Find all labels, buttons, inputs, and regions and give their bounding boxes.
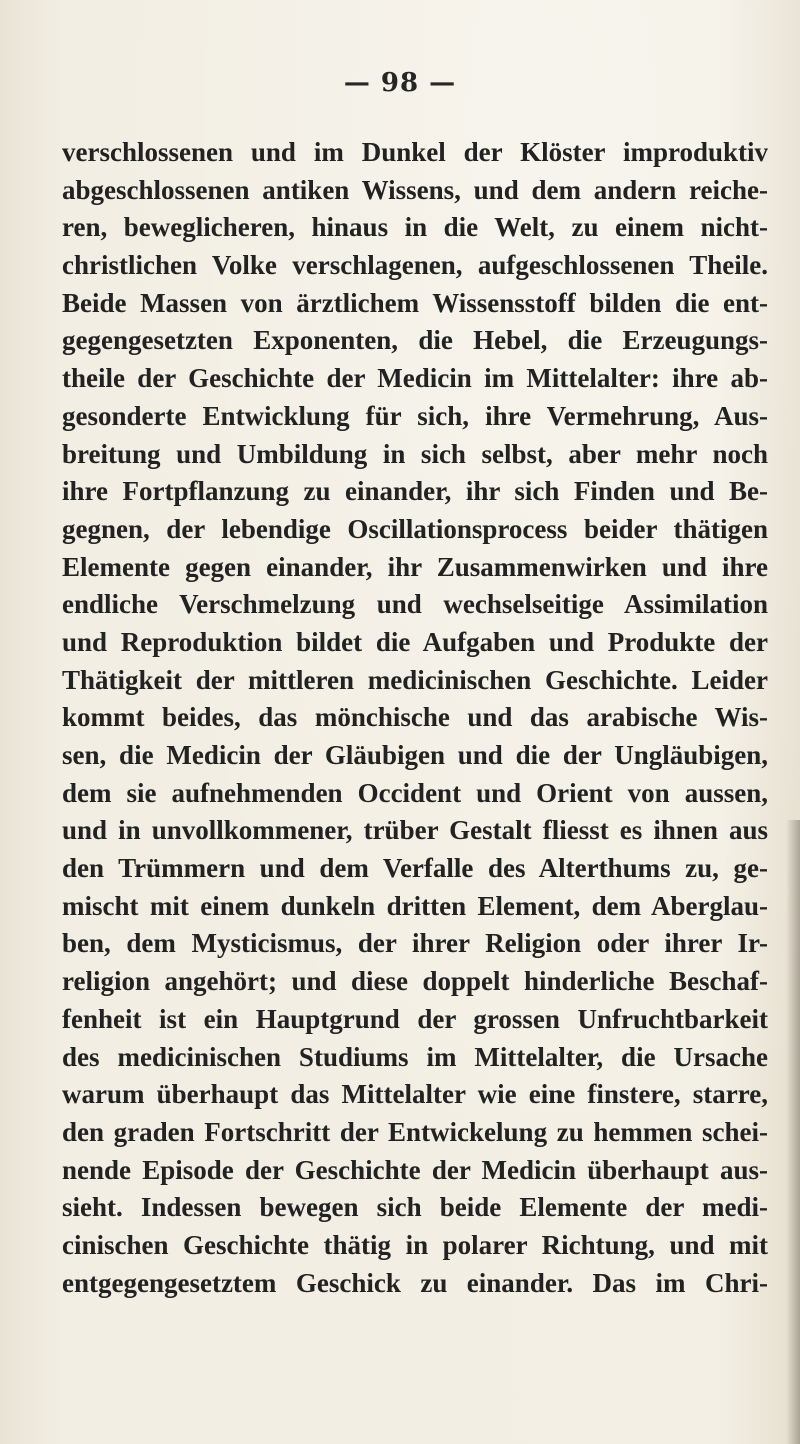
page-number: — 98 — bbox=[343, 68, 457, 98]
text-line: warum überhaupt das Mittelalter wie eine finstere, starre, bbox=[62, 1079, 768, 1110]
text-line: Elemente gegen einander, ihr Zusammenwirken und ihre bbox=[62, 551, 768, 582]
text-line: cinischen Geschichte thätig in polarer Richtung, und mit bbox=[62, 1229, 768, 1260]
text-line: sen, die Medicin der Gläubigen und die der Ungläubigen, bbox=[62, 740, 768, 770]
text-line: und in unvollkommener, trüber Gestalt fliesst es ihnen aus bbox=[62, 815, 768, 846]
text-line: verschlossenen und im Dunkel der Klöster improduktiv bbox=[62, 137, 768, 167]
text-line: gegnen, der lebendige Oscillationsprocess beider thätigen bbox=[62, 513, 768, 544]
text-line: sieht. Indessen bewegen sich beide Elemente der medi- bbox=[62, 1192, 768, 1223]
text-line: des medicinischen Studiums im Mittelalter, die Ursache bbox=[62, 1041, 768, 1072]
text-line: abgeschlossenen antiken Wissens, und dem andern reiche- bbox=[62, 174, 768, 205]
text-line: und Reproduktion bildet die Aufgaben und Produkte der bbox=[62, 626, 768, 657]
text-line: endliche Verschmelzung und wechselseitige Assimilation bbox=[62, 589, 768, 620]
text-line: kommt beides, das mönchische und das arabische Wis- bbox=[62, 702, 768, 733]
text-line: gesonderte Entwicklung für sich, ihre Vermehrung, Aus- bbox=[62, 400, 768, 431]
text-line: dem sie aufnehmenden Occident und Orient von aussen, bbox=[62, 777, 768, 808]
text-line: gegengesetzten Exponenten, die Hebel, die Erzeugungs- bbox=[62, 325, 768, 356]
text-line: ren, beweglicheren, hinaus in die Welt, zu einem nicht- bbox=[62, 212, 768, 243]
text-line: Beide Massen von ärztlichem Wissensstoff bilden die ent- bbox=[62, 287, 768, 318]
text-line: fenheit ist ein Hauptgrund der grossen Unfruchtbarkeit bbox=[62, 1003, 768, 1034]
text-line: ihre Fortpflanzung zu einander, ihr sich Finden und Be- bbox=[62, 476, 768, 507]
text-line: nende Episode der Geschichte der Medicin überhaupt aus- bbox=[62, 1154, 768, 1185]
text-line: theile der Geschichte der Medicin im Mittelalter: ihre ab- bbox=[62, 363, 768, 394]
text-line: breitung und Umbildung in sich selbst, aber mehr noch bbox=[62, 438, 768, 469]
text-line: mischt mit einem dunkeln dritten Element, dem Aberglau- bbox=[62, 890, 768, 921]
text-line: Thätigkeit der mittleren medicinischen Geschichte. Leider bbox=[62, 664, 768, 695]
text-line: religion angehört; und diese doppelt hinderliche Beschaf- bbox=[62, 966, 768, 997]
text-line: entgegengesetztem Geschick zu einander. Das im Chri- bbox=[62, 1267, 768, 1298]
page-edge-shadow bbox=[786, 820, 800, 1444]
text-line: den graden Fortschritt der Entwickelung zu hemmen schei- bbox=[62, 1116, 768, 1147]
text-line: den Trümmern und dem Verfalle des Alterthums zu, ge- bbox=[62, 853, 768, 884]
text-line: ben, dem Mysticismus, der ihrer Religion oder ihrer Ir- bbox=[62, 928, 768, 959]
body-text bbox=[62, 134, 768, 1302]
text-line: christlichen Volke verschlagenen, aufgeschlossenen Theile. bbox=[62, 250, 768, 281]
